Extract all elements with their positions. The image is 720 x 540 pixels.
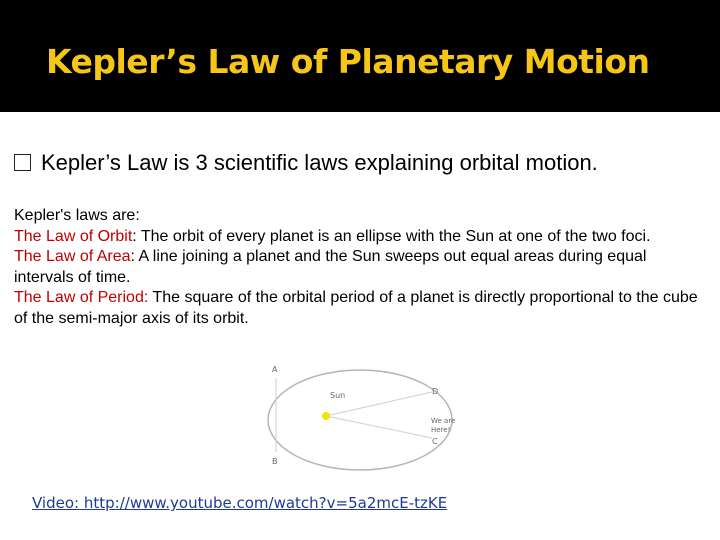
slide-title: Kepler’s Law of Planetary Motion (46, 42, 650, 81)
laws-intro: Kepler's laws are: (14, 207, 140, 224)
law-orbit (14, 227, 704, 248)
label-here-1: We are (431, 417, 456, 425)
title-bar (0, 0, 720, 112)
label-a: A (272, 365, 278, 374)
law-orbit-text: : The orbit of every planet is an ellipse with the Sun at one of the two foci. (132, 227, 651, 245)
video-link-label: Video: (32, 494, 80, 512)
bullet-icon (14, 154, 31, 171)
law-area (14, 247, 704, 288)
video-link-url: http://www.youtube.com/watch?v=5a2mcE-tzKE (83, 494, 448, 512)
law-area-name: The Law of Area (14, 248, 131, 265)
laws-block (14, 206, 704, 329)
bullet-lead: Kepler’s Law (41, 150, 168, 175)
law-period-text: The square of the orbital period of a planet is directly proportional to the cube of the semi-major axis of its orbit. (14, 289, 698, 327)
video-link[interactable] (32, 494, 447, 512)
law-orbit-name: The Law of Orbit (14, 227, 133, 245)
law-period-name: The Law of Period: (14, 289, 149, 306)
orbit-diagram (250, 360, 480, 475)
sun-marker (322, 412, 330, 420)
label-sun: Sun (330, 391, 346, 400)
orbit-line-c (326, 416, 432, 438)
bullet-text: is 3 scientific laws explaining orbital motion. (167, 150, 598, 175)
label-b: B (272, 457, 278, 466)
law-period (14, 288, 704, 329)
label-d: D (432, 387, 439, 396)
law-area-text: : A line joining a planet and the Sun sweeps out equal areas during equal intervals of time. (14, 248, 647, 286)
label-c: C (432, 437, 438, 446)
orbit-ellipse (268, 370, 452, 470)
intro-bullet (14, 148, 598, 178)
label-here-2: Here! (431, 426, 451, 434)
